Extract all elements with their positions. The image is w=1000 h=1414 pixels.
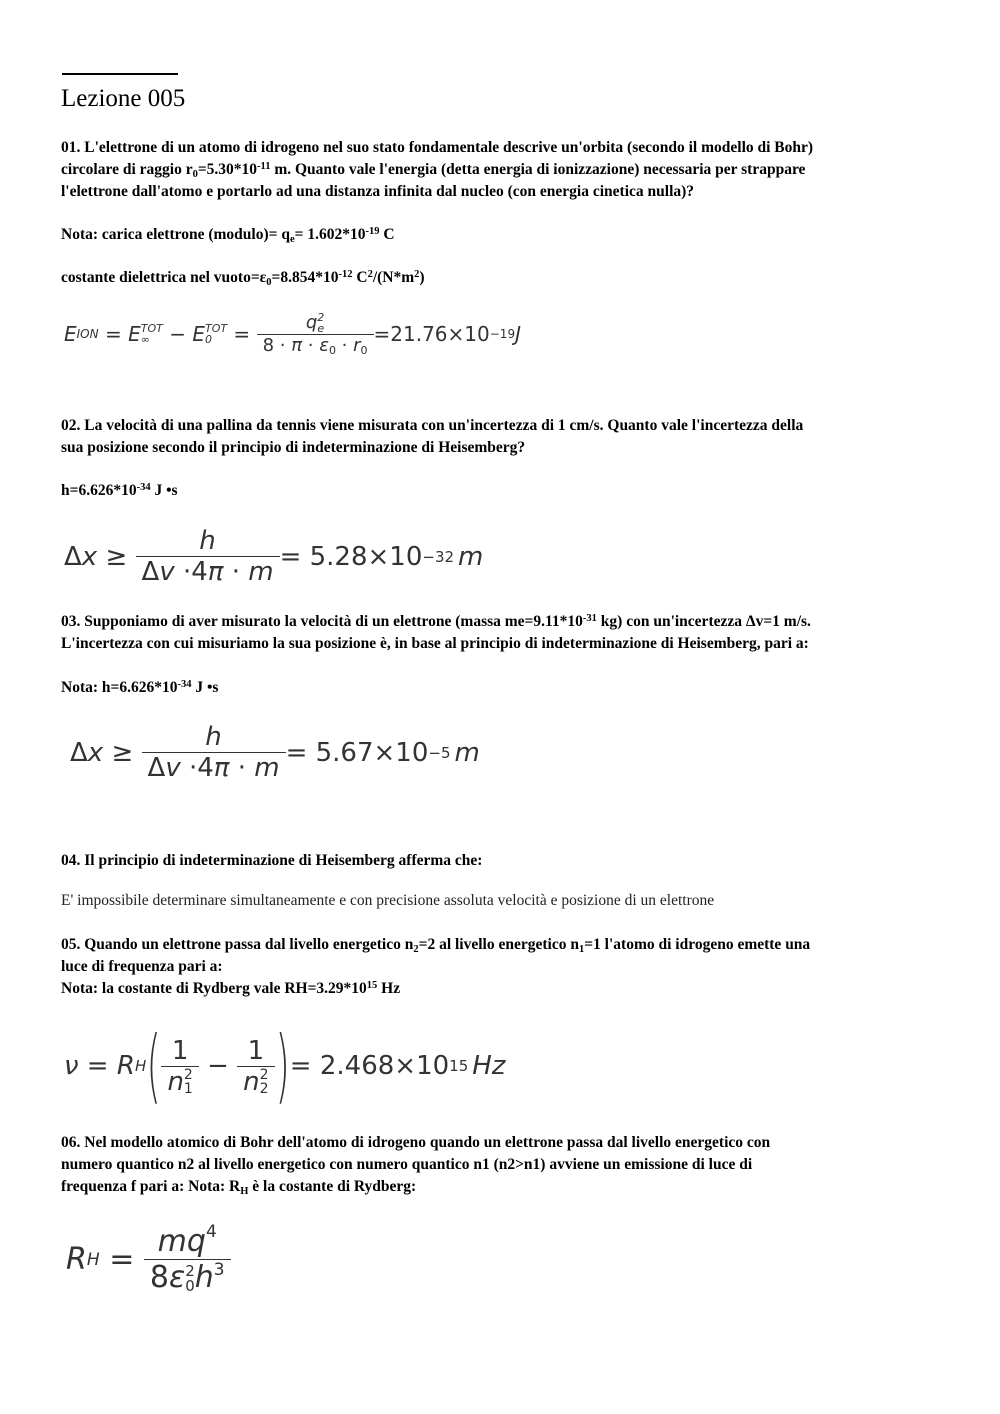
question-04: 04. Il principio di indeterminazione di Heisemberg afferma che: — [61, 852, 483, 869]
q01-equation: E ION = E TOT ∞ − E TOT 0 = q 2 e $8 \cdot \pi \cdot \varepsilon_0 \cdot r_0$ =21.76×10 −19 J — [64, 311, 521, 357]
q06-line1: 06. Nel modello atomico di Bohr dell'atomo di idrogeno quando un elettrone passa dal livello energetico con — [61, 1134, 771, 1151]
q05-line1: 05. Quando un elettrone passa dal livello energetico $n_2=2$ al livello energetico $n_1=1$ l'atomo di idrogeno emette una — [61, 936, 811, 955]
q06-line3: frequenza f pari a: Nota: $R_H$ è la costante di Rydberg: — [61, 1178, 417, 1197]
q01-line2: circolare di raggio $r_0=5.30*10^{-11}$ m. Quanto vale l'energia (detta energia di ionizzazione) necessaria per strappare — [61, 161, 806, 180]
question-01 — [61, 137, 941, 203]
question-06 — [61, 1132, 941, 1198]
top-rule — [62, 73, 178, 75]
q01-eq-unit: J — [515, 322, 521, 346]
q02-eq-unit: m — [458, 541, 484, 572]
q01-note-charge: Nota: carica elettrone (modulo)= $q_e= 1.602*10^{-19}$ C — [61, 226, 395, 245]
q02-line2: sua posizione secondo il principio di indeterminazione di Heisemberg? — [61, 439, 526, 456]
q01-note-dielectric: costante dielettrica nel $vuoto=\varepsilon_0=8.854*10^{-12}$ $C^2/(N*m^2)$ — [61, 269, 425, 288]
q01-line3: l'elettrone dall'atomo e portarlo ad una distanza infinita dal nucleo (con energia cinetica nulla)? — [61, 183, 695, 200]
q02-line1: 02. La velocità di una pallina da tennis viene misurata con un'incertezza di 1 cm/s. Quanto vale l'incertezza della — [61, 417, 804, 434]
q02-eq-result: = 5.28×10 — [279, 541, 423, 572]
q02-equation: Δx ≥ $\frac{h}{\Delta v \cdot 4\pi \cdot m}$ = 5.28×10 −32 m — [64, 526, 484, 587]
q06-line2: numero quantico n2 al livello energetico con numero quantico n1 (n2>n1) avviene un emissione di luce di — [61, 1156, 753, 1173]
q05-note-rydberg: Nota: la costante di Rydberg vale $RH=3.29*10^{15}$ Hz — [61, 980, 401, 997]
q05-line2: luce di frequenza pari a: — [61, 958, 223, 975]
q03-eq-unit: m — [454, 737, 480, 768]
q05-equation: ν = R H ( 1 n 2 1 − 1 n 2 2 ) = 2.468×10 15 Hz — [64, 1019, 506, 1112]
q05-eq-result: = 2.468×10 — [289, 1051, 450, 1081]
q06-equation: R H = $mq^4$ 8ε 2 0 $h^3$ — [66, 1224, 231, 1295]
q04-answer: E' impossibile determinare simultaneamente e con precisione assoluta velocità e posizione di un elettrone — [61, 892, 715, 909]
q03-line1: 03. Supponiamo di aver misurato la velocità di un elettrone (massa $me=9.11*10^{-31}$ kg) con un'incertezza Δv=1 m/s. — [61, 613, 811, 630]
q01-line1: 01. L'elettrone di un atomo di idrogeno nel suo stato fondamentale descrive un'orbita (secondo il modello di Bohr) — [61, 139, 814, 156]
q03-line2: L'incertezza con cui misuriamo la sua posizione è, in base al principio di indeterminazione di Heisemberg, pari a: — [61, 635, 809, 652]
page-title: Lezione 005 — [61, 85, 186, 112]
q03-note-planck: Nota: $h=6.626*10^{-34}$ J •s — [61, 679, 219, 696]
question-02 — [61, 415, 941, 459]
q01-eq-result: =21.76×10 — [373, 322, 490, 346]
q05-eq-unit: Hz — [472, 1051, 506, 1081]
question-05 — [61, 934, 941, 1000]
question-03 — [61, 611, 941, 655]
q03-eq-result: = 5.67×10 — [285, 737, 429, 768]
q03-equation: Δx ≥ $\frac{h}{\Delta v \cdot 4\pi \cdot m}$ = 5.67×10 −5 m — [70, 722, 480, 783]
q02-note-planck: $h=6.626*10^{-34}$ J •s — [61, 482, 178, 499]
